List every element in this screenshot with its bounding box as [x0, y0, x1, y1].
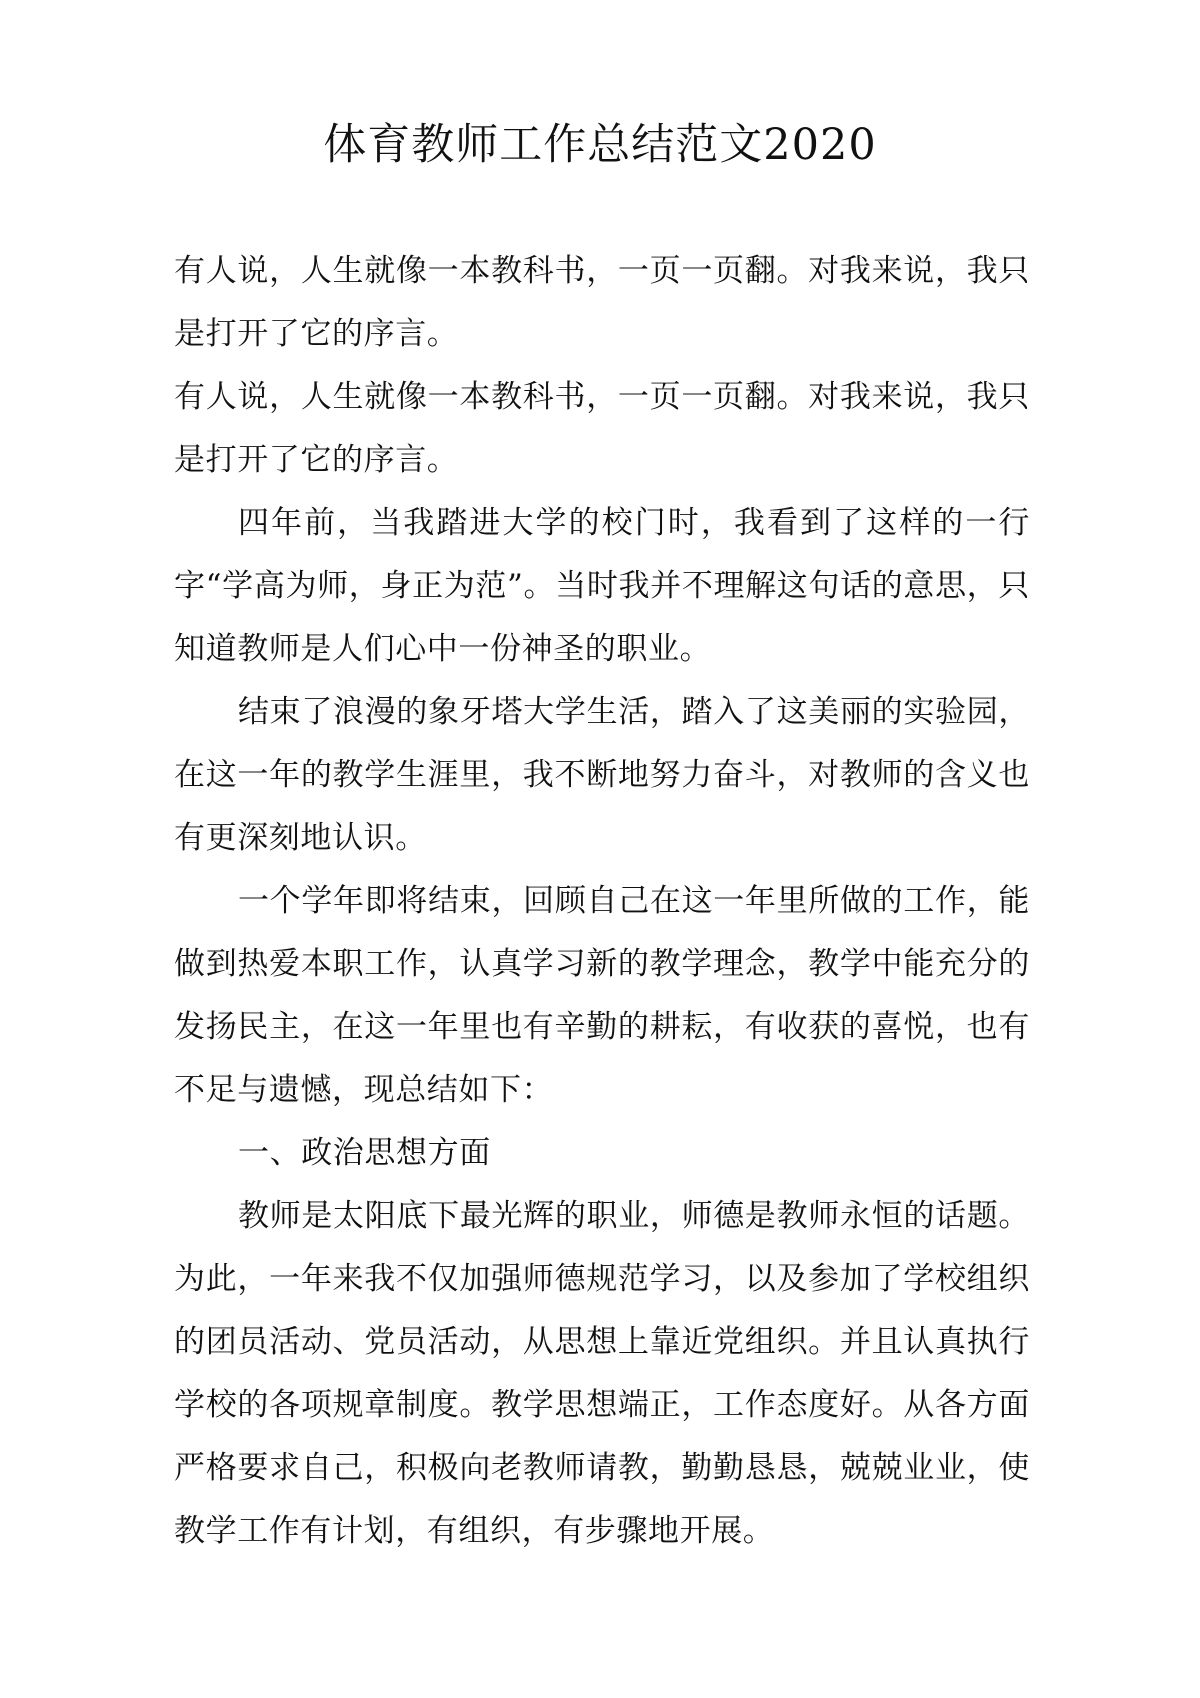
document-body — [174, 240, 1030, 1563]
section-heading-political: 一、政治思想方面 — [238, 1135, 491, 1171]
paragraph-4: 结束了浪漫的象牙塔大学生活，踏入了这美丽的实验园，在这一年的教学生涯里，我不断地努力奋斗，对教师的含义也有更深刻地认识。 — [174, 694, 1030, 856]
document-title: 体育教师工作总结范文2020 — [323, 120, 877, 170]
paragraph-5: 一个学年即将结束，回顾自己在这一年里所做的工作，能做到热爱本职工作，认真学习新的教学理念，教学中能充分的发扬民主，在这一年里也有辛勤的耕耘，有收获的喜悦，也有不足与遗憾，现总结如下： — [174, 883, 1030, 1108]
paragraph-2: 有人说，人生就像一本教科书，一页一页翻。对我来说，我只是打开了它的序言。 — [174, 379, 1030, 478]
paragraph-7: 教师是太阳底下最光辉的职业，师德是教师永恒的话题。为此，一年来我不仅加强师德规范学习，以及参加了学校组织的团员活动、党员活动，从思想上靠近党组织。并且认真执行学校的各项规章制度。教学思想端正，工作态度好。从各方面严格要求自己，积极向老教师请教，勤勤恳恳，兢兢业业，使教学工作有计划，有组织，有步骤地开展。 — [174, 1198, 1030, 1549]
paragraph-3: 四年前，当我踏进大学的校门时，我看到了这样的一行字“学高为师，身正为范”。当时我并不理解这句话的意思，只知道教师是人们心中一份神圣的职业。 — [174, 505, 1030, 667]
paragraph-1: 有人说，人生就像一本教科书，一页一页翻。对我来说，我只是打开了它的序言。 — [174, 253, 1030, 352]
